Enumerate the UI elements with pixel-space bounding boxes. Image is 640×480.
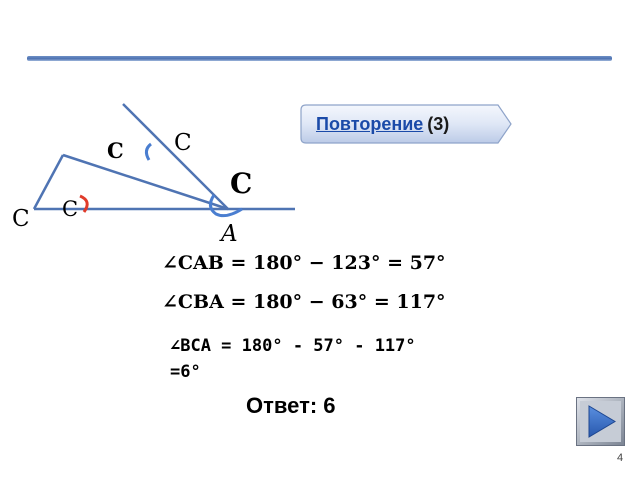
equation-cab: ∠CAB = 180° − 123° = 57° <box>162 252 446 274</box>
next-button[interactable] <box>576 397 625 446</box>
triangle-left-side <box>34 155 63 209</box>
equation-bca <box>170 333 515 385</box>
label-vertex: A <box>221 221 238 247</box>
label-left-angle-arc: C <box>62 197 79 221</box>
label-upper-ray: C <box>174 130 192 156</box>
label-vertex-angle: C <box>230 167 253 200</box>
repeat-number: (3) <box>427 114 450 134</box>
label-far-left-angle: C <box>12 206 30 232</box>
repeat-label-text[interactable]: Повторение <box>316 114 424 134</box>
steep-ray <box>123 104 228 209</box>
answer-text: Ответ: 6 <box>246 393 336 418</box>
equation-bca-line1: ∠BCA = 180° - 57° - 117° <box>170 336 416 356</box>
repeat-button[interactable] <box>300 104 512 144</box>
page-number: 4 <box>617 452 624 464</box>
repeat-label[interactable] <box>316 114 449 135</box>
equation-cba: ∠CBA = 180° − 63° = 117° <box>162 291 446 313</box>
label-upper-arc: C <box>107 138 124 163</box>
top-rule <box>27 56 612 61</box>
equation-bca-line2: =6° <box>170 362 201 382</box>
blue-angle-arc-upper <box>146 144 151 160</box>
triangle-diagram <box>0 95 320 250</box>
